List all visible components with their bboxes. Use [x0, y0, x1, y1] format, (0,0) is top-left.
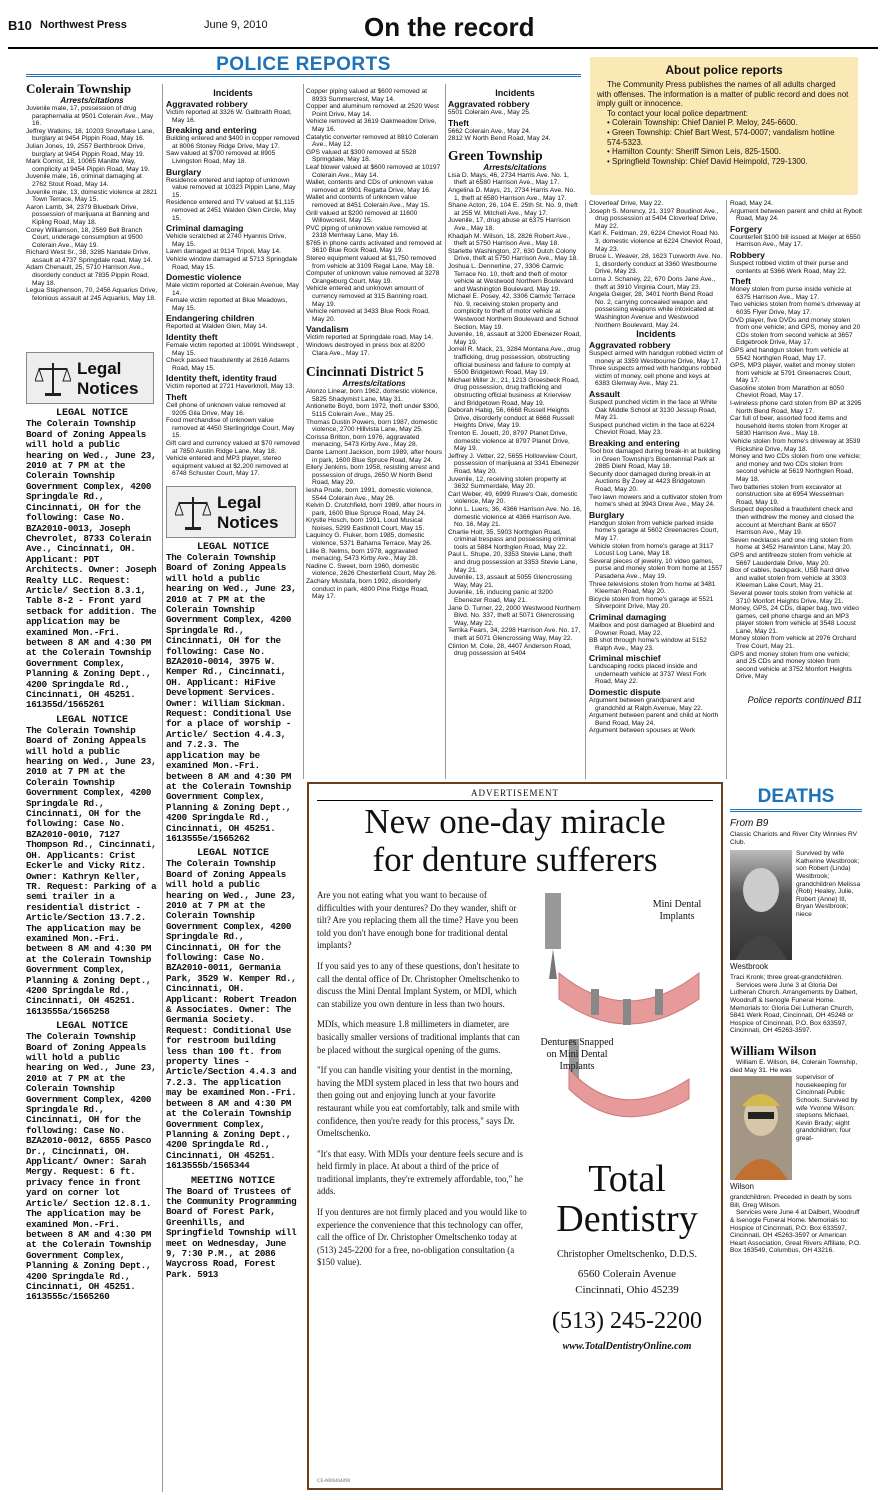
- ad-headline-1: New one-day miracle: [364, 802, 666, 841]
- list-item: Alonzo Linear, born 1962, domestic violence, 5825 Shadymist Lane, May 31.: [306, 388, 438, 403]
- list-item: Vehicle stolen from home's driveway at 3539 Rickshire Drive, May 18.: [730, 438, 861, 453]
- list-item: Trenton E. Jouett, 20, 8797 Planet Drive, domestic violence at 8797 Planet Drive, May 19.: [448, 429, 570, 453]
- deaths-lead: Classic Chariots and River City Winnies RV Club.: [730, 831, 858, 846]
- legal-notices-badge: [166, 486, 296, 538]
- list-item: Wallet and contents of unknown value removed at 8451 Colerain Ave., May 15.: [306, 194, 430, 209]
- about-intro: The Community Press publishes the names of all adults charged with offenses. The information is a matter of public record and does not imply guilt or innocence.: [597, 80, 849, 109]
- list-item: Juvenile, 17, drug abuse at 6375 Harrison Ave., May 18.: [448, 217, 571, 232]
- ad-doctor: Christopher Omeltschenko, D.D.S.: [557, 1249, 697, 1260]
- group-head: Assault: [589, 389, 621, 400]
- list-item: Cell phone of unknown value removed at 9205 Gila Drive, May 16.: [166, 402, 286, 417]
- list-item: $765 in phone cards activated and removed at 3610 Blue Rock Road, May 19.: [306, 239, 442, 255]
- group-head: Theft: [730, 276, 752, 287]
- list-item: Krystle Hosch, born 1991, Loud Musical Noises, 5299 Eastknoll Court, May 15.: [306, 517, 425, 532]
- meeting-notice-title: MEETING NOTICE: [190, 1175, 275, 1187]
- legal-notice-text: The Colerain Township Board of Zoning Appeals will hold a public hearing on Wed., June 23, 2010 at 7 PM at the Colerain Township Government Complex, 4200 Springdale Rd., Cincinnati, OH for the following: Case No. BZA2010-0010, 7127 Thompson Rd., Cincinnati, OH. Applicants: Crist Eckerle and Vicky Ritz. Owner: Kathryn Keller, TR. Request: Parking of a semi trailer in a residential district - Article/Section 13.7.2. The application may be examined Mon.-Fri. between 8 AM and 4:30 PM at the Colerain Township Government Complex, Planning & Zoning Dept., 4200 Springdale Rd., Cincinnati, OH 45251. 1613555a/1565258: [26, 724, 157, 1017]
- wilson-lead: William E. Wilson, 84, Colerain Township, died May 31. He was: [730, 1058, 858, 1074]
- column-colerain: [26, 82, 158, 1492]
- legal-word: Legal: [217, 492, 262, 512]
- list-item: Landscaping rocks placed inside and underneath vehicle at 3737 West Fork Road, May 22.: [589, 663, 707, 686]
- legal-notice-title: LEGAL NOTICE: [55, 1021, 128, 1033]
- list-item: Deborah Habig, 56, 6668 Russell Heights Drive, disorderly conduct at 6668 Russell Heights Drive, May 19.: [448, 407, 574, 430]
- group-head: Aggravated robbery: [589, 340, 671, 351]
- list-item: Suspect punched victim in the face at 6224 Cheviot Road, May 23.: [589, 421, 715, 437]
- list-item: Thomas Dustin Powers, born 1987, domestic violence, 2700 Hillvista Lane, May 25.: [306, 418, 438, 434]
- incidents-title: Incidents: [213, 88, 253, 98]
- list-item: Several pieces of jewelry, 10 video games, purse and money stolen from home at 1557 Pasadena Ave., May 19.: [589, 557, 723, 580]
- ad-website[interactable]: www.TotalDentistryOnline.com: [562, 1341, 692, 1352]
- wilson-caption: Wilson: [730, 1182, 755, 1192]
- list-item: Bicycle stolen from home's garage at 5521 Silverpoint Drive, May 20.: [589, 595, 714, 611]
- list-item: Reported at Walden Glen, May 14.: [166, 323, 268, 331]
- list-item: DVD player, five DVDs and money stolen from one vehicle; and GPS, money and 20 CDs stolen from second vehicle at 3657 Edgebrook Drive, May 17.: [730, 316, 861, 347]
- legal-notice-text: The Colerain Township Board of Zoning Appeals will hold a public hearing on Wed., June 23, 2010 at 7 PM at the Colerain Township Government Complex, 4200 Springdale Rd., Cincinnati, OH for the following: Case No. BZA2010-0012, 6855 Pasco Dr., Cincinnati, OH. Applicant/ Owner: Sarah Mergy. Request: 6 ft. privacy fence in front yard on corner lot Article/ Section 12.8.1. The application may be examined Mon.-Fri. between 8 AM and 4:30 PM at the Colerain Township Government Complex, Planning & Zoning Dept., 4200 Springdale Rd., Cincinnati, OH 45251. 1613555c/1565260: [26, 1031, 157, 1303]
- list-item: Karl K. Feldman, 29, 6224 Cheviot Road No. 3, domestic violence at 6224 Cheviot Road, May 23.: [589, 230, 723, 253]
- incident-groups: [166, 99, 300, 478]
- theft-items: [306, 88, 442, 323]
- list-item: Money stolen from purse inside vehicle at 6375 Harrison Ave., May 17.: [730, 286, 852, 301]
- list-item: Two batteries stolen from excavator at construction site at 6954 Wesselman Road, May 19.: [730, 483, 844, 506]
- group-items: [589, 399, 723, 437]
- list-item: Michael Miller Jr., 21, 1213 Groesbeck Road, drug possession, drug trafficking and obstructing official business at Krierview and Bridgetown Road, May 19.: [448, 376, 580, 407]
- page-number: B10: [8, 18, 32, 33]
- list-item: 5662 Colerain Ave., May 24.: [448, 127, 531, 135]
- ad-address-1: 6560 Colerain Avenue: [577, 1268, 677, 1280]
- list-item: Juvenile, 12, receiving stolen property at 3632 Summerdale, May 20.: [448, 475, 567, 491]
- list-item: BB shot through home's window at 5152 Ralph Ave., May 23.: [589, 637, 707, 652]
- list-item: Argument between grandparent and grandchild at Ralph Avenue, May 22.: [589, 697, 703, 712]
- list-item: Building entered and $400 in copper removed at 8006 Stoney Ridge Drive, May 17.: [166, 135, 300, 150]
- list-item: Charlie Holt, 35, 5903 Northglen Road, criminal trespass and possessing criminal tools at 5884 Northglen Road, May 22.: [448, 528, 576, 551]
- incident-groups: [730, 224, 862, 681]
- list-item: Angelina D. Mays, 21, 2734 Harris Ave. No. 1, theft at 6580 Harrison Ave., May 17.: [448, 186, 576, 202]
- list-item: Counterfeit $100 bill issued at Meijer at 6550 Harrison Ave., May 17.: [730, 233, 861, 249]
- incidents-title: Incidents: [495, 88, 535, 98]
- group-items: [166, 342, 300, 372]
- list-item: Antionette Boyd, born 1972, theft under $300, 5115 Colerain Ave., May 25.: [306, 403, 440, 418]
- notices-word: Notices: [77, 379, 139, 399]
- list-item: Security door damaged during break-in at Auctions By Zoey at 4423 Bridgetown Road, May 20.: [589, 470, 711, 493]
- list-item: Several power tools stolen from vehicle at 3710 Monfort Heights Drive, May 21.: [730, 589, 853, 605]
- group-items: [166, 135, 300, 165]
- list-item: Corey Williamson, 18, 2569 Bell Branch Court, underage consumption at 9500 Colerain Ave., May 19.: [26, 226, 143, 249]
- colerain-arrests-head: Arrests/citations: [60, 96, 124, 105]
- column-five: [589, 200, 723, 778]
- colerain-arrests: [26, 105, 158, 302]
- list-item: Jeffrey J. Vetter, 22, 5655 Hollowview Court, possession of marijuana at 3341 Ebenezer Road, May 20.: [448, 452, 579, 475]
- list-item: Vehicle entered and unknown amount of currency removed at 315 Banning road, May 19.: [306, 285, 428, 308]
- scales-icon: [175, 493, 211, 533]
- list-item: GPS, MP3 player, wallet and money stolen from vehicle at 5791 Greenacres Court, May 17.: [730, 362, 855, 385]
- group-items: [166, 233, 300, 271]
- list-item: Juvenile, 16, inducing panic at 3200 Ebenezer Road, May 21.: [448, 589, 553, 605]
- list-item: GPS and handgun stolen from vehicle at 5542 Northglen Road, May 17.: [730, 346, 849, 362]
- list-item: Grill valued at $200 removed at 11600 Willowcrest, May 15.: [306, 209, 418, 225]
- brand-block: [539, 1159, 715, 1352]
- wilson-services: Services were June 4 at Dalbert, Woodruff & Isenogle Funeral Home. Memorials to: Hospice of Cincinnati, P.O. Box 633597, Cincinnati, OH 45263-3597 or American Heart Association, Great Rivers Affiliate, P.O. Box 163549, Columbus, OH 43216.: [730, 1209, 861, 1255]
- list-item: Argument between parent and child at North Bend Road, May 24.: [589, 712, 719, 727]
- group-items: [730, 260, 862, 275]
- westbrook-services: Services were June 3 at Gloria Dei Lutheran Church. Arrangements by Dalbert, Woodruff & Isenogle Funeral Home. Memorials to: Gloria Dei Lutheran Church, 5841 Werk Road, Cincinnati, OH 45248 or Hospice of Cincinnati, P.O. Box 633597, Cincinnati, OH 45263-3597.: [730, 981, 858, 1035]
- brand-line-2: Dentistry: [556, 1198, 698, 1240]
- police-banner-title: POLICE REPORTS: [216, 54, 391, 75]
- list-item: Legua Stephenson, 70, 2456 Aquarius Drive, felonious assault at 245 Aquarius, May 18.: [26, 287, 158, 302]
- list-item: Male victim reported at Colerain Avenue, May 14.: [166, 282, 299, 297]
- list-item: Residence entered and TV valued at $1,115 removed at 2451 Walden Glen Circle, May 15.: [166, 199, 296, 222]
- list-item: GPS valued at $300 removed at 5528 Springdale, May 18.: [306, 148, 417, 164]
- list-item: GPS and money stolen from one vehicle; and 25 CDs and money stolen from second vehicle at 3752 Monfort Heights Drive, May: [730, 650, 852, 681]
- district5-items: [306, 388, 442, 601]
- list-item: Corissa Britton, born 1976, aggravated menacing, 5473 Kirby Ave., May 28.: [306, 433, 420, 449]
- notices-word: Notices: [217, 512, 279, 532]
- issue-date: June 9, 2010: [204, 19, 268, 31]
- ad-para: If you dentures are not firmly placed and you would like to experience the convenience that this technology can offer, call the office of Dr. Christopher Omeltschenko today at (513) 245-2200 for a free, no-obligation consultation (a $150 value).: [317, 1207, 527, 1268]
- group-head: Domestic dispute: [589, 687, 661, 698]
- list-item: Jeffrey Watkins, 18, 10203 Snowflake Lane, burglary at 9454 Pippin Road, May 16.: [26, 127, 155, 143]
- list-item: Lisa D. Mays, 46, 2734 Harris Ave. No. 1, theft at 6580 Harrison Ave., May 17.: [448, 171, 569, 187]
- list-item: Vehicle removed at 3619 Oakmeadow Drive, May 16.: [306, 118, 437, 133]
- list-item: Leaf blower valued at $600 removed at 10197 Colerain Ave., May 14.: [306, 163, 441, 179]
- ad-para: "If you can handle visiting your dentist in the morning, having the MDI system placed in less that two hours and then going out and enjoying lunch at your favorite restaurant while you eat comfortably, talk and smile with confidence, then you're ready for this process," says Dr. Omeltschenko.: [317, 1065, 520, 1139]
- column-rule: [303, 84, 304, 779]
- group-head: Breaking and entering: [589, 438, 680, 449]
- brand-line-1: Total: [588, 1158, 666, 1200]
- westbrook-photo: [730, 850, 792, 960]
- about-item: • Green Township: Chief Bart West, 574-0007; vandalism hotline 574-5323.: [607, 127, 835, 147]
- list-item: Lillie B. Nelms, born 1978, aggravated menacing, 5473 Kirby Ave., May 28.: [306, 547, 418, 563]
- list-item: Road, May 24.: [730, 200, 773, 207]
- list-item: Khadjah M. Wilson, 18, 2826 Robert Ave., theft at 5750 Harrison Ave., May 18.: [448, 232, 571, 248]
- list-item: Juvenile, 16, assault at 3200 Ebenezer Road, May 19.: [448, 331, 582, 346]
- agg-robbery-items: [448, 109, 582, 117]
- meeting-notice-text: The Board of Trustees of the Community Programming Board of Forest Park, Greenhills, and Springfield Township will meet on Wednesday, June 9, 7:30 P.M., at 2086 Waycross Road, Forest Park. 5913: [166, 1185, 297, 1280]
- green-items: [448, 172, 582, 658]
- legal-notice-title: LEGAL NOTICE: [196, 541, 269, 553]
- list-item: Shane Acton, 26, 104 E. 25th St. No. 9, theft at 255 W. Mitchell Ave., May 17.: [448, 202, 578, 217]
- list-item: Lorna J. Schaney, 22, 670 Doris Jane Ave., theft at 3910 Virginia Court, May 23.: [589, 275, 716, 291]
- list-item: Saw valued at $700 removed at 8905 Livingston Road, May 18.: [166, 150, 276, 165]
- westbrook-block: [730, 850, 862, 974]
- group-items: [166, 109, 300, 124]
- group-items: [730, 234, 862, 249]
- column-four: [448, 88, 582, 778]
- list-item: Argument between spouses at Werk: [589, 727, 696, 735]
- list-item: Victim reported at Springdale road, May 14.: [306, 334, 434, 342]
- agg-robbery-head: Aggravated robbery: [448, 99, 530, 109]
- list-item: Mark Comist, 18, 10065 Manitte Way, complicity at 9454 Pippin Road, May 19.: [26, 158, 150, 173]
- group-head: Criminal damaging: [166, 223, 244, 234]
- list-item: Jorrell R. Mack, 21, 3284 Montana Ave., drug trafficking, drug possession, obstructing official business and failure to comply at 5500 Bridgetown Road, May 19.: [448, 346, 581, 377]
- wilson-title: William Wilson: [730, 1042, 817, 1058]
- about-item: • Springfield Township: Chief David Heimpold, 729-1300.: [607, 156, 808, 166]
- paper-name: Northwest Press: [40, 19, 127, 31]
- list-item: Suspect punched victim in the face at White Oak Middle School at 3130 Jessup Road, May 21.: [589, 399, 717, 422]
- list-item: Terrika Fears, 34, 2298 Harrison Ave. No. 17, theft at 5071 Glencrossing Way, May 22.: [448, 627, 581, 642]
- group-items: [589, 520, 723, 611]
- continued-note[interactable]: Police reports continued B11: [747, 695, 862, 706]
- dental-ad[interactable]: [307, 782, 723, 1490]
- group-head: Criminal mischief: [589, 653, 661, 664]
- legal-notice-title: LEGAL NOTICE: [55, 408, 128, 420]
- group-head: Identity theft, identity fraud: [166, 373, 277, 384]
- wilson-rest: grandchildren. Preceded in death by sons Bill, Greg Wilson.: [730, 1194, 852, 1209]
- section-title: On the record: [364, 12, 535, 42]
- group-head: Breaking and entering: [166, 125, 257, 136]
- legal-notice-title: LEGAL NOTICE: [196, 848, 269, 860]
- list-item: Adam Chenault, 25, 5710 Harrison Ave., disorderly conduct at 7835 Pippin Road, May 18.: [26, 264, 149, 287]
- list-item: Three suspects armed with handguns robbed victim of money, cell phone and keys at 6383 Glenway Ave., May 21.: [589, 365, 722, 388]
- list-item: Vehicle window damaged at 5713 Springdale Road, May 15.: [166, 255, 298, 271]
- list-item: Juvenile male, 13, domestic violence at 2821 Town Terrace, May 15.: [26, 188, 158, 204]
- group-items: [166, 177, 300, 223]
- green-sub: Arrests/citations: [483, 162, 547, 172]
- list-item: Catalytic converter removed at 8810 Colerain Ave., May 12.: [306, 133, 439, 149]
- column-colerain-incidents: [166, 88, 300, 1492]
- list-item: Residence entered and laptop of unknown value removed at 10323 Pippin Lane, May 15.: [166, 176, 296, 199]
- list-item: Handgun stolen from vehicle parked inside home's garage at 5602 Greenacres Court, May 17.: [589, 519, 719, 542]
- list-item: Tool box damaged during break-in at building in Green Township's Bicentennial Park at 2885 Diehl Road, May 18.: [589, 448, 721, 471]
- scales-icon: [35, 359, 71, 399]
- ad-headline-2: for denture sufferers: [372, 840, 658, 879]
- list-item: Suspect robbed victim of their purse and contents at 5366 Werk Road, May 22.: [730, 259, 849, 275]
- list-item: Zachary Mustafa, born 1992, disorderly conduct in park, 4800 Pine Ridge Road, May 17.: [306, 578, 429, 601]
- list-item: Money, GPS, 24 CDs, diaper bag, two video games, cell phone charge and an MP3 player stolen from vehicle at 3548 Locust Lane, May 21.: [730, 605, 859, 635]
- list-item: Bruce L. Weaver, 28, 1623 Tuxworth Ave. No. 1, disorderly conduct at 3360 Westbourne Drive, May 23.: [589, 253, 723, 276]
- group-items: [589, 448, 723, 509]
- list-item: Computer of unknown value removed at 3278 Orangeburg Court, May 19.: [306, 270, 440, 285]
- list-item: Michael E. Posey, 42, 3306 Camvic Terrace No. 9, receiving stolen property and complicity to theft of motor vehicle at Westwood Northern Boulevard and School Section, May 19.: [448, 293, 579, 331]
- ad-para: MDIs, which measure 1.8 millimeters in diameter, are basically smaller versions of traditional implants that can be placed without the surgical opening of the gums.: [317, 1019, 520, 1055]
- group-items: [166, 383, 300, 391]
- about-contact: To contact your local police department:: [607, 108, 748, 118]
- ad-para: If you said yes to any of these questions, don't hesitate to call the dental office of Dr. Christopher Omeltschenko to discuss the Mini Dental Implant System, or MDI, which can stabilize you own denture in less than two hours.: [317, 960, 520, 1009]
- group-head: Robbery: [730, 249, 765, 260]
- list-item: 5501 Colerain Ave., May 25.: [448, 109, 531, 116]
- implant-label: Mini Dental Implants: [652, 899, 702, 922]
- ad-phone[interactable]: (513) 245-2200: [552, 1308, 702, 1334]
- column-rule: [726, 200, 727, 779]
- list-item: Carl Weber, 49, 6999 Ruwe's Oak, domestic violence, May 20.: [448, 490, 578, 506]
- ad-rule: [317, 800, 713, 801]
- about-item: • Hamilton County: Sheriff Simon Leis, 825-1500.: [607, 147, 781, 157]
- deaths-banner: DEATHS: [730, 786, 862, 812]
- district5-title: Cincinnati District 5: [306, 364, 424, 380]
- legal-notice-text: The Colerain Township Board of Zoning Appeals will hold a public hearing on Wed., June 23, 2010 at 7 PM at the Colerain Township Government Complex, 4200 Springdale Rd., Cincinnati, OH for the following: Case No. BZA2010-0011, Germania Park, 3529 W. Kemper Rd., Cincinnati, OH. Applicant: Robert Treadon & Associates. Owner: The Germania Society. Request: Conditional Use for restroom building less than 100 ft. from property lines - Article/Section 4.4.3 and 7.2.3. The application may be examined Mon.-Fri. between 8 AM and 4:30 PM at the Colerain Township Government Complex, Planning & Zoning Dept., 4200 Springdale Rd., Cincinnati, OH 45251. 1613555b/1565344: [166, 858, 297, 1172]
- list-item: Starlette Washington, 27, 630 Dutch Colony Drive, theft at 5750 Harrison Ave., May 18.: [448, 247, 579, 263]
- incident-groups: [589, 340, 723, 735]
- list-item: Vehicle entered and MP3 player, stereo equipment valued at $2,200 removed at 6748 Schuster Court, May 17.: [166, 455, 289, 478]
- list-item: Suspect armed with handgun robbed victim of money at 3359 Westbourne Drive, May 17.: [589, 350, 723, 365]
- list-item: 2812 W North Bend Road, May 24.: [448, 135, 551, 143]
- ad-code: CE-0000404898: [317, 1479, 351, 1484]
- group-head: Theft: [166, 392, 188, 403]
- implant-illustration: [539, 889, 715, 1129]
- list-item: Money stolen from vehicle at 2976 Orchard Tree Court, May 21.: [730, 635, 857, 651]
- list-item: PVC piping of unknown value removed at 2318 Merriway Lane, May 16.: [306, 224, 427, 240]
- list-item: Car full of beer, assorted food items and household items stolen from Kroger at 5830 Harrison Ave., May 18.: [730, 415, 848, 438]
- theft-items: [448, 128, 582, 143]
- list-item: Copper piping valued at $600 removed at 8933 Summercrest, May 14.: [306, 88, 427, 103]
- police-banner: [26, 55, 581, 77]
- list-item: Suspect deposited a fraudulent check and then withdrew the money and closed the account at Merchant Bank at 6507 Harrison Ave., May 19.: [730, 506, 855, 537]
- list-item: Two lawn mowers and a cultivator stolen from home's shed at 3943 Drew Ave., May 24.: [589, 493, 723, 509]
- list-item: Money and two CDs stolen from one vehicle; and money and two CDs stolen from second vehicle at 5619 Northglen Road, May 18.: [730, 453, 861, 483]
- ad-copy: [317, 889, 527, 1269]
- vandalism-items: [306, 334, 442, 357]
- vandalism-head: Vandalism: [306, 324, 349, 335]
- list-item: Check passed fraudulently at 2616 Adams Road, May 15.: [166, 357, 290, 372]
- group-head: Aggravated robbery: [166, 99, 248, 109]
- theft-head: Theft: [448, 117, 470, 128]
- list-item: Joseph S. Morency, 21, 3197 Boudinot Ave., drug possession at 5404 Cloverleaf Drive, May 22.: [589, 207, 719, 230]
- green-title: Green Township: [448, 147, 543, 163]
- list-item: Nadine C. Sweet, born 1960, domestic violence, 2626 Chesterfield Court, May 26.: [306, 562, 437, 578]
- list-item: Victim reported at 2721 Haverknoll, May 13.: [166, 383, 295, 391]
- wilson-side: supervisor of housekeeping for Cincinnati Public Schools. Survived by wife Yvonne Wilson; stepsons Michael, Kevin Brady; eight grandchildren; four great-: [796, 1074, 858, 1142]
- group-items: [166, 323, 300, 331]
- list-item: Ellery Jenkins, born 1958, resisting arrest and possession of drugs, 2650 W North Bend Road, May 29.: [306, 464, 440, 487]
- group-head: Identity theft: [166, 332, 218, 343]
- legal-notice-title: LEGAL NOTICE: [55, 714, 128, 726]
- group-items: [589, 697, 723, 735]
- list-item: Three televisions stolen from home at 3481 Kleeman Road, May 20.: [589, 580, 716, 596]
- list-item: Seven necklaces and one ring stolen from home at 3452 Harwinton Lane, May 20.: [730, 536, 853, 552]
- ad-para: "It's that easy. With MDIs your denture feels secure and is held firmly in place. At about a third of the price of traditional implants, they're extremely affordable, too," he adds.: [317, 1148, 523, 1197]
- list-item: Female victim reported at 10091 Windswept , May 15.: [166, 342, 299, 357]
- group-head: Criminal damaging: [589, 611, 667, 622]
- list-item: Lawn damaged at 9114 Tripoli, May 14.: [166, 248, 281, 256]
- group-items: [166, 282, 300, 312]
- list-item: Laquincy G. Fluker, born 1985, domestic violence, 5371 Bahama Terrace, May 26.: [306, 532, 432, 548]
- westbrook-caption: Westbrook: [730, 962, 769, 972]
- list-item: Two vehicles stolen from home's driveway at 6035 Flyer Drive, May 17.: [730, 301, 861, 316]
- list-item: Vehicle stolen from home's garage at 3117 Locust Log Lane, May 18.: [589, 542, 714, 558]
- group-items: [589, 350, 723, 388]
- incidents-title: Incidents: [636, 329, 676, 340]
- list-item: Clinton M. Cole, 28, 4407 Anderson Road, drug possession at 5404: [448, 642, 572, 658]
- deaths-column: [730, 786, 862, 1492]
- list-item: Julian Jones, 19, 2557 Berthbrook Drive, burglary at 9454 Pippin Road, May 19.: [26, 142, 146, 158]
- list-item: Box of cables, backpack, USB hard drive and wallet stolen from vehicle at 3303 Kleeman Lake Court, May 21.: [730, 567, 850, 590]
- list-item: Gasoline stolen from Marathon at 6050 Cheviot Road, May 17.: [730, 384, 844, 400]
- group-items: [166, 402, 300, 478]
- list-item: Richard West Sr., 38, 3285 Nandale Drive, assault at 4737 Springdale road, May 14.: [26, 249, 153, 264]
- group-head: Endangering children: [166, 313, 255, 324]
- denture-label: Dentures Snapped on Mini Dental Implants: [540, 1037, 614, 1072]
- about-box: [590, 57, 858, 195]
- list-item: Juvenile male, 16, criminal damaging at 2762 Stout Road, May 14.: [26, 173, 142, 188]
- list-item: Windows destroyed in press box at 8200 Clara Ave., May 17.: [306, 342, 425, 357]
- list-item: John L. Luers, 36, 4366 Harrison Ave. No. 16, domestic violence at 4366 Harrison Ave. No. 16, May 21.: [448, 505, 582, 529]
- list-item: Angela Geiger, 28, 3401 North Bend Road No. 2, carrying concealed weapon and possessing weapons while intoxicated at Washington Avenue and Westwood Northern Boulevard, May 24.: [589, 291, 714, 329]
- masthead-rule: [8, 47, 878, 49]
- list-item: Argument between parent and child at Rybolt Road, May 24.: [730, 207, 862, 223]
- list-item: Food merchandise of unknown value removed at 4450 Sterlingridge Court, May 15.: [166, 417, 295, 440]
- colerain-title: Colerain Township: [26, 82, 132, 96]
- ad-label: ADVERTISEMENT: [471, 788, 559, 798]
- list-item: Aaron Lamb, 34, 2379 Bluebark Drive, possession of marijuana at Banning and Kipling Road, May 18.: [26, 203, 150, 226]
- list-item: Vehicle removed at 3433 Blue Rock Road, May 20.: [306, 308, 430, 323]
- list-item: Kelvin D. Crutchfield, born 1989, after hours in park, 1600 Blue Spruce Road, May 24.: [306, 502, 442, 517]
- list-item: Cloverleaf Drive, May 22.: [589, 200, 664, 207]
- legal-notice-text: The Colerain Township Board of Zoning Appeals will hold a public hearing on Wed., June 23, 2010 at 7 PM at the Colerain Township Government Complex, 4200 Springdale Rd., Cincinnati, OH for the following: Case No. BZA2010-0013, Joseph Chevrolet, 8733 Colerain Ave., Cincinnati, OH. Applicant: PDT Architects. Owner: Joseph Realty LLC. Request: Article/ Section 8.3.1, Table 8-2 - Front yard setback for addition. The application may be examined Mon.-Fri. between 8 AM and 4:30 PM at the Colerain Township Government Complex, Planning & Zoning Dept., 4200 Springdale Rd., Cincinnati, OH 45251. 161355d/1565261: [26, 418, 157, 711]
- list-item: I-wireless phone card stolen from BP at 3295 North Bend Road, May 17.: [730, 400, 862, 415]
- deaths-from: From B9: [730, 818, 769, 829]
- column-six: [730, 200, 862, 778]
- column-three: [306, 88, 442, 778]
- list-item: Wallet, contents and CDs of unknown value removed at 9901 Regatta Drive, May 16.: [306, 179, 434, 194]
- westbrook-side: Survived by wife Katherine Westbrook; son Robert (Linda) Westbrook; grandchildren Melissa (Rob) Healey, Julie, Robert (Anne) III, Bryan Westbrook; niece: [796, 850, 861, 918]
- district5-sub: Arrests/citations: [342, 379, 406, 389]
- list-item: Mailbox and post damaged at Bluebird and Powner Road, May 22.: [589, 621, 715, 637]
- list-item: GPS and antifreeze stolen from vehicle at 5667 Lauderdale Drive, May 20.: [730, 551, 852, 567]
- green-items-cont: [589, 200, 723, 329]
- group-head: Domestic violence: [166, 272, 242, 283]
- group-head: Burglary: [589, 509, 625, 520]
- list-item: Joshua L. Dennerline, 27, 3306 Camvic Terrace No. 10, theft and theft of motor vehicle at Westwood Northern Boulevard and Washington Boulevard, May 19.: [448, 262, 574, 293]
- group-head: Forgery: [730, 223, 762, 234]
- items-cont: [730, 200, 862, 223]
- wilson-photo: [730, 1076, 792, 1180]
- about-title: About police reports: [665, 63, 783, 77]
- list-item: Dante Lamont Jackson, born 1989, after hours in park, 1600 Blue Spruce Road, May 24.: [306, 448, 442, 464]
- column-rule: [445, 84, 446, 779]
- ad-address-2: Cincinnati, Ohio 45239: [575, 1284, 679, 1296]
- group-items: [589, 663, 723, 686]
- ad-para: Are you not eating what you want to because of difficulties with your dentures? Do they wander, shift or tilt? Are you replacing them all the time? Have you been told you don't have enough bone for traditional dental implants?: [317, 890, 519, 951]
- group-items: [589, 622, 723, 652]
- list-item: Female victim reported at Blue Meadows, May 15.: [166, 297, 288, 312]
- list-item: Vehicle scratched at 2740 Hyannis Drive, May 15.: [166, 233, 287, 248]
- about-item: • Colerain Township: Chief Daniel P. Meloy, 245-6600.: [607, 118, 798, 128]
- group-head: Burglary: [166, 166, 202, 177]
- list-item: Iesha Prude, born 1991, domestic violence, 5544 Colerain Ave., May 26.: [306, 486, 433, 502]
- list-item: Copper and aluminum removed at 2520 West Point Drive, May 14.: [306, 103, 439, 118]
- list-item: Jane D. Turner, 22, 2000 Westwood Northern Blvd. No. 337, theft at 5071 Glencrossing Way, May 22.: [448, 604, 581, 627]
- westbrook-rest: Traci Kronk; three great-grandchildren.: [730, 974, 844, 982]
- list-item: Victim reported at 3326 W. Galbraith Road, May 16.: [166, 109, 292, 124]
- legal-notice-text: The Colerain Township Board of Zoning Appeals will hold a public hearing on Wed., June 23, 2010 at 7 PM at the Colerain Township Government Complex, 4200 Springdale Rd., Cincinnati, OH for the following: Case No. BZA2010-0014, 3975 W. Kemper Rd., Cincinnati, OH. Applicant: HiFive Development Services. Owner: William Sickman. Request: Conditional Use for a place of worship - Article/ Section 4.4.3, and 7.2.3. The application may be examined Mon.-Fri. between 8 AM and 4:30 PM at the Colerain Township Government Complex, Planning & Zoning Dept., 4200 Springdale Rd., Cincinnati, OH 45251. 1613555e/1565262: [166, 551, 297, 844]
- column-rule: [585, 200, 586, 779]
- list-item: Gift card and currency valued at $70 removed at 7850 Austin Ridge Lane, May 18.: [166, 440, 300, 455]
- list-item: Juvenile, 13, assault at 5055 Glencrossing Way, May 21.: [448, 574, 572, 589]
- legal-notices-badge: [26, 352, 154, 404]
- list-item: Paul L. Shupe, 20, 3353 Stevie Lane, theft and drug possession at 3353 Stevie Lane, May 21.: [448, 551, 578, 574]
- list-item: Stereo equipment valued at $1,750 removed from vehicle at 3109 Regal Lane, May 18.: [306, 255, 437, 270]
- column-rule: [162, 84, 163, 1492]
- list-item: Juvenile male, 17, possession of drug paraphernalia at 9501 Colerain Ave., May 16.: [26, 105, 154, 128]
- wilson-block: [730, 1074, 862, 1194]
- legal-word: Legal: [77, 359, 122, 379]
- group-items: [730, 286, 862, 681]
- masthead: [8, 8, 878, 48]
